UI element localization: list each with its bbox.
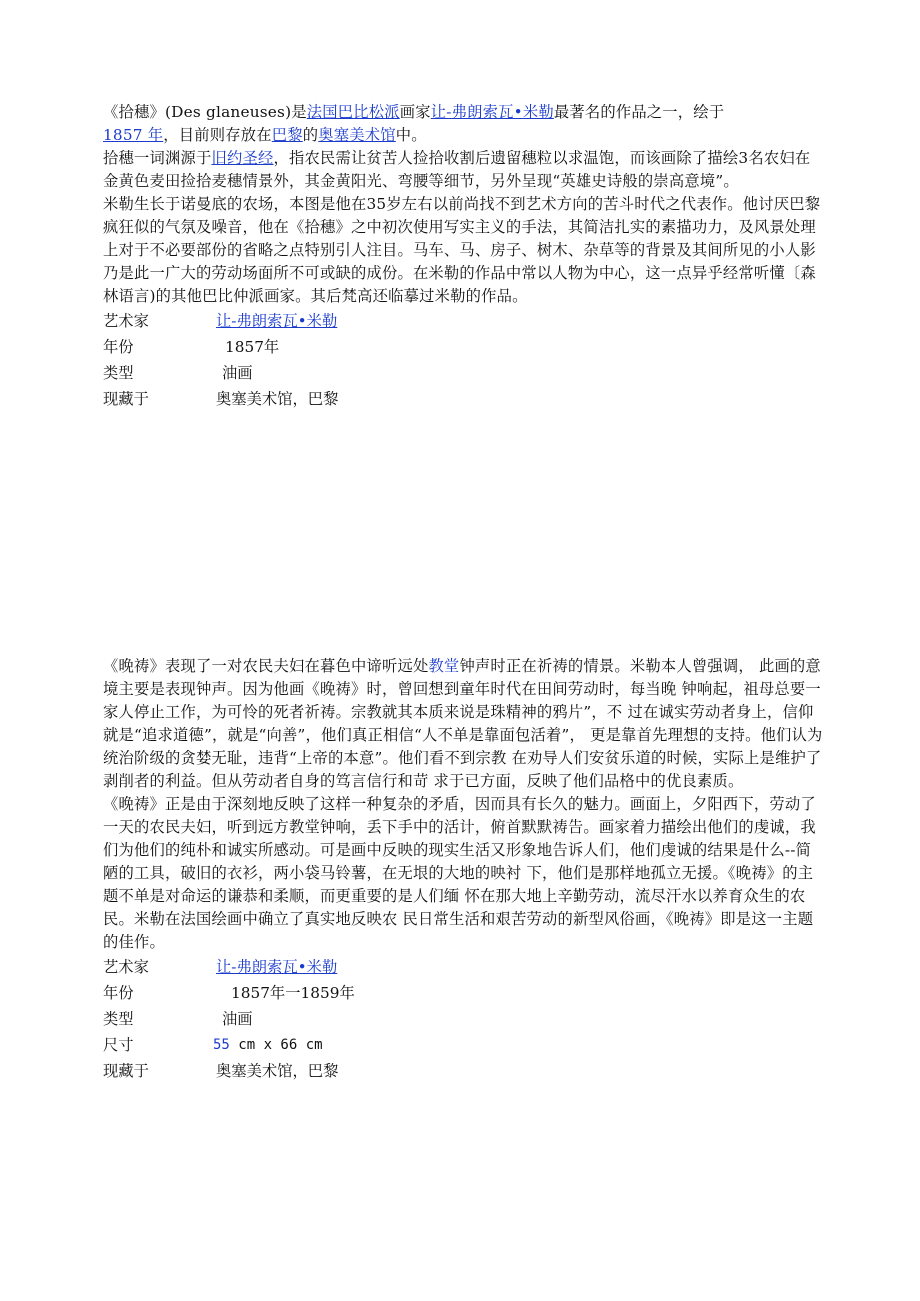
text-span: 拾穗一词渊源于: [103, 149, 212, 167]
text-span: 《拾穗》(Des glaneuses)是: [103, 103, 307, 121]
link-barbizon-school[interactable]: 法国巴比松派: [306, 103, 400, 121]
text-span: ，目前则存放在: [163, 126, 272, 144]
gleaners-origin-paragraph: [103, 147, 823, 193]
size-number: 55: [213, 1037, 230, 1053]
info-row-location: [103, 386, 823, 412]
info-label: 类型: [103, 1010, 134, 1028]
gleaners-intro-paragraph: [103, 101, 823, 147]
text-span: 最著名的作品之一，绘于: [553, 103, 725, 121]
info-label: 尺寸: [103, 1036, 134, 1054]
link-church[interactable]: 教堂: [428, 657, 460, 675]
info-label: 类型: [103, 364, 134, 382]
artist-link[interactable]: 让-弗朗索瓦•米勒: [216, 958, 338, 976]
artist-link[interactable]: 让-弗朗索瓦•米勒: [216, 312, 338, 330]
link-paris[interactable]: 巴黎: [271, 126, 303, 144]
info-row-artist: [103, 308, 823, 334]
info-row-year: [103, 980, 825, 1006]
info-value: 油画: [222, 1010, 253, 1028]
info-row-year: [103, 334, 823, 360]
text-span: 钟声时正在祈祷的情景。米勒本人曾强调， 此画的意境主要是表现钟声。因为他画《晚祷》时，曾回想到童年时代在田间劳动时，每当晚 钟响起，祖母总要一家人停止工作，为可怜的死者祈祷。宗教就其本质来说是珠精神的鸦片”，不 过在诚实劳动者身上，信仰就是“追求道德”，就是“向善”，他们真正相信“人不单是靠面包活着”， 更是靠首先理想的支持。他们认为统治阶级的贪婪无耻，违背“上帝的本意”。他们看不到宗教 在劝导人们安贫乐道的时候，实际上是维护了剥削者的利益。但从劳动者自身的笃言信行和苛 求于已方面，反映了他们品格中的优良素质。: [103, 657, 823, 790]
info-label: 年份: [103, 338, 134, 356]
link-orsay-museum[interactable]: 奥塞美术馆: [318, 126, 396, 144]
link-old-testament[interactable]: 旧约圣经: [211, 149, 274, 167]
info-label: 现藏于: [103, 1062, 149, 1080]
info-value: [213, 1032, 323, 1058]
text-span: ，指农民需让贫苦人捡拾收割后遗留穗粒以求温饱，而该画除了描绘3名农妇在金黄色麦田捡拾麦穗情景外，其金黄阳光、弯腰等细节，另外呈现“英雄史诗般的崇高意境”。: [103, 149, 811, 190]
link-millet[interactable]: 让-弗朗索瓦•米勒: [430, 103, 554, 121]
text-span: 《晚祷》表现了一对农民夫妇在暮色中谛听远处: [103, 657, 429, 675]
angelus-intro-paragraph: [103, 655, 825, 793]
text-span: 中。: [395, 126, 427, 144]
info-label: 年份: [103, 984, 134, 1002]
article-angelus: [103, 655, 825, 1084]
info-value: 奥塞美术馆，巴黎: [216, 1062, 339, 1080]
info-row-type: [103, 1006, 825, 1032]
info-row-size: [103, 1032, 825, 1058]
info-row-location: [103, 1058, 825, 1084]
text-span: 的: [302, 126, 319, 144]
info-label: 艺术家: [103, 312, 149, 330]
info-label: 现藏于: [103, 390, 149, 408]
angelus-meaning-paragraph: 《晚祷》正是由于深刻地反映了这样一种复杂的矛盾，因而具有长久的魅力。画面上，夕阳西下，劳动了一天的农民夫妇，听到远方教堂钟响，丢下手中的活计，俯首默默祷告。画家着力描绘出他们的虔诚，我们为他们的纯朴和诚实所感动。可是画中反映的现实生活又形象地告诉人们，他们虔诚的结果是什么--简陋的工具，破旧的衣衫，两小袋马铃薯，在无垠的大地的映衬 下，他们是那样地孤立无援。《晚祷》的主题不单是对命运的谦恭和柔顺，而更重要的是人们缅 怀在那大地上辛勤劳动，流尽汗水以养育众生的农民。米勒在法国绘画中确立了真实地反映农 民日常生活和艰苦劳动的新型风俗画，《晚祷》即是这一主题的佳作。: [103, 795, 816, 951]
article-gleaners: [103, 101, 823, 412]
info-row-artist: [103, 954, 825, 980]
gleaners-millet-paragraph: 米勒生长于诺曼底的农场，本图是他在35岁左右以前尚找不到艺术方向的苦斗时代之代表作。他讨厌巴黎疯狂似的气氛及噪音，他在《拾穗》之中初次使用写实主义的手法，其简洁扎实的素描功力，及风景处理上对于不必要部份的省略之点特别引人注目。马车、马、房子、树木、杂草等的背景及其间所见的小人影乃是此一广大的劳动场面所不可或缺的成份。在米勒的作品中常以人物为中心，这一点异乎经常听懂〔森林语言)的其他巴比仲派画家。其后梵高还临摹过米勒的作品。: [103, 195, 821, 305]
size-unit: cm x 66 cm: [229, 1037, 323, 1053]
info-value: 奥塞美术馆，巴黎: [216, 390, 339, 408]
info-row-type: [103, 360, 823, 386]
info-value: 1857年: [225, 338, 280, 356]
info-value: 油画: [222, 364, 253, 382]
info-label: 艺术家: [103, 958, 149, 976]
link-year-1857[interactable]: 1857 年: [103, 126, 164, 144]
info-value: 1857年一1859年: [231, 984, 355, 1002]
text-span: 画家: [399, 103, 431, 121]
